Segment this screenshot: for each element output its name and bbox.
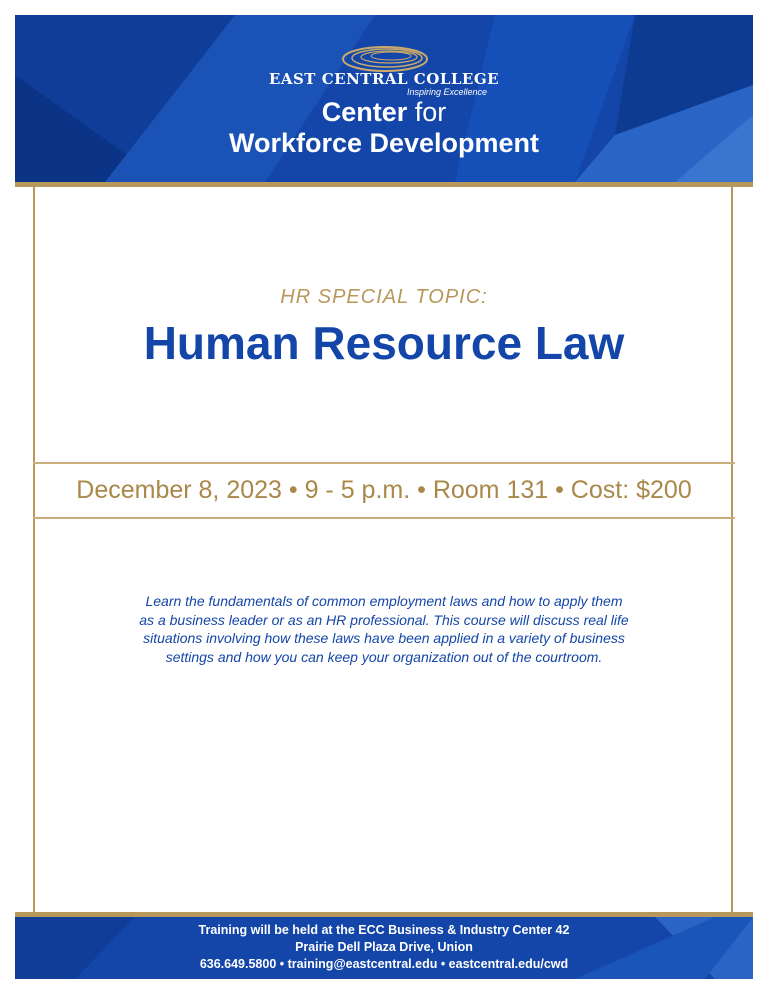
- course-details-bar: [33, 462, 735, 519]
- college-name: EAST CENTRAL COLLEGE: [268, 70, 500, 88]
- center-word: Center: [321, 97, 408, 127]
- header-banner: [15, 15, 753, 182]
- topic-kicker: HR SPECIAL TOPIC:: [280, 286, 488, 308]
- department-heading: Workforce Development: [228, 128, 540, 158]
- course-details: December 8, 2023 • 9 - 5 p.m. • Room 131 • Cost: $200: [76, 476, 692, 504]
- footer-contact-line: 636.649.5800 • training@eastcentral.edu • eastcentral.edu/cwd: [199, 957, 569, 971]
- college-logo: [15, 43, 753, 95]
- course-title: Human Resource Law: [143, 317, 625, 369]
- course-description: Learn the fundamentals of common employment laws and how to apply them as a business leader or as an HR professional. This course will discuss real life situations involving how these laws have been applied in a variety of business settings and how you can keep your organization out of the courtroom.: [139, 593, 629, 665]
- footer-address-line: Prairie Dell Plaza Drive, Union: [295, 940, 473, 954]
- footer-contact: [15, 922, 753, 973]
- for-word: for: [414, 97, 447, 127]
- footer-banner: [15, 917, 753, 979]
- college-tagline: Inspiring Excellence: [407, 87, 488, 97]
- center-for-heading: [15, 97, 753, 127]
- footer-location-line: Training will be held at the ECC Business & Industry Center 42: [198, 923, 570, 937]
